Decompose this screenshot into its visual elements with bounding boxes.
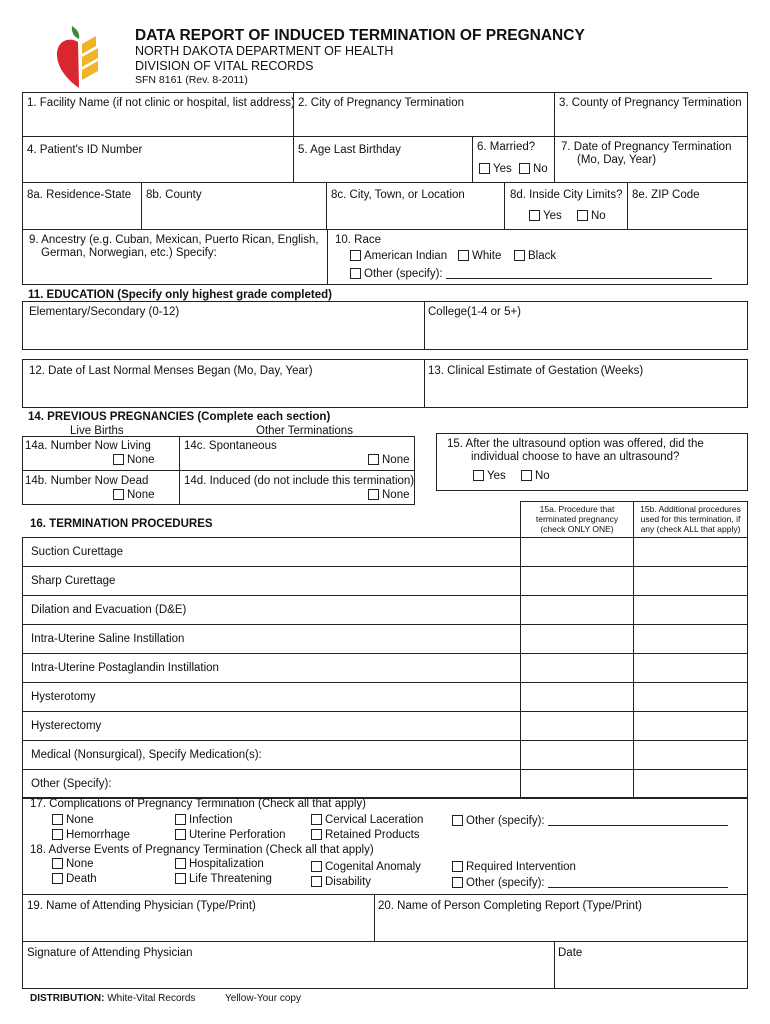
adverse-other-checkbox[interactable]: [452, 877, 463, 888]
residence-city-label: 8c. City, Town, or Location: [331, 189, 465, 201]
adverse-events-heading: 18. Adverse Events of Pregnancy Termination (Check all that apply): [30, 844, 374, 856]
race-american-indian-checkbox[interactable]: [350, 250, 361, 261]
education-heading: 11. EDUCATION (Specify only highest grade completed): [28, 289, 332, 301]
procedure-label: Sharp Curettage: [31, 575, 116, 587]
complication-hemorrhage-option[interactable]: Hemorrhage: [52, 829, 130, 841]
adverse-death-checkbox[interactable]: [52, 873, 63, 884]
adverse-disability-checkbox[interactable]: [311, 876, 322, 887]
complication-other-option[interactable]: Other (specify):: [452, 814, 728, 827]
spontaneous-field[interactable]: [179, 436, 415, 471]
race-white-option[interactable]: White: [458, 250, 501, 262]
zip-code-label: 8e. ZIP Code: [632, 189, 700, 201]
spontaneous-none-option[interactable]: None: [368, 454, 410, 466]
complication-none-checkbox[interactable]: [52, 814, 63, 825]
residence-county-label: 8b. County: [146, 189, 202, 201]
race-other-checkbox[interactable]: [350, 268, 361, 279]
race-label: 10. Race: [335, 234, 382, 246]
termination-date-label: 7. Date of Pregnancy Termination: [561, 141, 732, 153]
procedure-label: Dilation and Evacuation (D&E): [31, 604, 187, 616]
inside-city-limits-field: [504, 182, 628, 230]
col-15b-header: 15b. Additional procedures used for this termination, if any (check ALL that apply): [633, 501, 748, 538]
logo-apple: [57, 40, 79, 88]
other-terminations-label: Other Terminations: [256, 425, 353, 437]
procedure-15b-cell[interactable]: [633, 566, 748, 596]
county-termination-label: 3. County of Pregnancy Termination: [559, 97, 742, 109]
procedure-15a-cell[interactable]: [520, 740, 634, 770]
race-other-option[interactable]: Other (specify):: [350, 267, 712, 280]
procedure-label: Hysterotomy: [31, 691, 96, 703]
form-number: SFN 8161 (Rev. 8-2011): [135, 74, 248, 86]
city-limits-no-checkbox[interactable]: [577, 210, 588, 221]
induced-label: 14d. Induced (do not include this termination): [184, 475, 415, 487]
facility-name-field[interactable]: [22, 92, 294, 137]
attending-physician-label: 19. Name of Attending Physician (Type/Print): [27, 900, 256, 912]
induced-none-checkbox[interactable]: [368, 489, 379, 500]
race-white-checkbox[interactable]: [458, 250, 469, 261]
procedure-15a-cell[interactable]: [520, 537, 634, 567]
live-births-label: Live Births: [70, 425, 124, 437]
adverse-other-option[interactable]: Other (specify):: [452, 876, 728, 889]
adverse-cogenital-anomaly-option[interactable]: Cogenital Anomaly: [311, 861, 421, 873]
last-menses-label: 12. Date of Last Normal Menses Began (Mo, Day, Year): [29, 365, 313, 377]
previous-pregnancies-heading: 14. PREVIOUS PREGNANCIES (Complete each section): [28, 411, 331, 423]
adverse-required-intervention-option[interactable]: Required Intervention: [452, 861, 576, 873]
ultrasound-yes-option[interactable]: Yes: [473, 470, 506, 482]
living-none-checkbox[interactable]: [113, 454, 124, 465]
race-black-checkbox[interactable]: [514, 250, 525, 261]
spontaneous-label: 14c. Spontaneous: [184, 440, 277, 452]
city-termination-label: 2. City of Pregnancy Termination: [298, 97, 464, 109]
gestation-field[interactable]: [424, 359, 748, 408]
adverse-other-line[interactable]: [548, 876, 728, 888]
date-label: Date: [558, 947, 583, 959]
complication-uterine-perforation-option[interactable]: Uterine Perforation: [175, 829, 286, 841]
procedure-label: Hysterectomy: [31, 720, 102, 732]
person-completing-label: 20. Name of Person Completing Report (Type/Print): [378, 900, 642, 912]
residence-state-label: 8a. Residence-State: [27, 189, 132, 201]
facility-name-label: 1. Facility Name (if not clinic or hospital, list address): [27, 97, 295, 109]
termination-procedures-heading: 16. TERMINATION PROCEDURES: [30, 518, 213, 530]
division-name: DIVISION OF VITAL RECORDS: [135, 59, 314, 73]
adverse-life-threatening-checkbox[interactable]: [175, 873, 186, 884]
procedure-row: [22, 595, 521, 625]
dead-none-checkbox[interactable]: [113, 489, 124, 500]
inside-city-limits-label: 8d. Inside City Limits?: [510, 189, 623, 201]
procedure-15a-cell[interactable]: [520, 653, 634, 683]
residence-state-field[interactable]: [22, 182, 142, 230]
race-american-indian-option[interactable]: American Indian: [350, 250, 447, 262]
age-label: 5. Age Last Birthday: [298, 144, 401, 156]
procedure-15b-cell[interactable]: [633, 711, 748, 741]
city-limits-yes-checkbox[interactable]: [529, 210, 540, 221]
number-now-dead-label: 14b. Number Now Dead: [25, 475, 149, 487]
city-termination-field[interactable]: [293, 92, 555, 137]
procedure-15b-cell[interactable]: [633, 769, 748, 799]
adverse-death-option[interactable]: Death: [52, 873, 97, 885]
adverse-required-intervention-checkbox[interactable]: [452, 861, 463, 872]
ultrasound-no-option[interactable]: No: [521, 470, 550, 482]
adverse-hospitalization-option[interactable]: Hospitalization: [175, 858, 264, 870]
complication-retained-products-option[interactable]: Retained Products: [311, 829, 420, 841]
procedure-row: [22, 537, 521, 567]
procedure-row: [22, 653, 521, 683]
city-limits-yes-option[interactable]: Yes: [529, 210, 562, 222]
complication-infection-option[interactable]: Infection: [175, 814, 232, 826]
married-label: 6. Married?: [477, 141, 536, 153]
signature-label: Signature of Attending Physician: [27, 947, 193, 959]
attending-physician-field[interactable]: [22, 894, 375, 942]
procedure-row: [22, 566, 521, 596]
married-field: [472, 136, 555, 183]
procedure-15b-cell[interactable]: [633, 624, 748, 654]
ultrasound-question-2: individual choose to have an ultrasound?: [471, 451, 680, 463]
procedure-row: [22, 682, 521, 712]
complications-heading: 17. Complications of Pregnancy Termination (Check all that apply): [30, 798, 367, 810]
adverse-none-checkbox[interactable]: [52, 858, 63, 869]
procedure-row: [22, 624, 521, 654]
procedure-row: [22, 769, 521, 799]
complication-other-line[interactable]: [548, 814, 728, 826]
county-termination-field[interactable]: [554, 92, 748, 137]
adverse-hospitalization-checkbox[interactable]: [175, 858, 186, 869]
ultrasound-field: [436, 433, 748, 491]
race-black-option[interactable]: Black: [514, 250, 556, 262]
person-completing-field[interactable]: [374, 894, 748, 942]
procedure-15b-cell[interactable]: [633, 595, 748, 625]
procedure-row: [22, 740, 521, 770]
date-field[interactable]: [554, 941, 748, 989]
dead-none-option[interactable]: None: [113, 489, 155, 501]
complication-uterine-perforation-checkbox[interactable]: [175, 829, 186, 840]
complication-none-option[interactable]: None: [52, 814, 94, 826]
number-now-living-field[interactable]: [22, 436, 180, 471]
nd-health-logo: [52, 22, 106, 92]
procedure-label: Medical (Nonsurgical), Specify Medication(s):: [31, 749, 262, 761]
ancestry-label: 9. Ancestry (e.g. Cuban, Mexican, Puerto Rican, English,: [29, 234, 319, 246]
procedure-15b-cell[interactable]: [633, 653, 748, 683]
adverse-life-threatening-option[interactable]: Life Threatening: [175, 873, 272, 885]
age-field[interactable]: [293, 136, 473, 183]
elementary-secondary-field[interactable]: [22, 301, 425, 350]
procedure-label: Intra-Uterine Postaglandin Instillation: [31, 662, 219, 674]
complication-other-checkbox[interactable]: [452, 815, 463, 826]
last-menses-field[interactable]: [22, 359, 425, 408]
married-no-checkbox[interactable]: [519, 163, 530, 174]
college-label: College(1-4 or 5+): [428, 306, 522, 318]
procedure-15a-cell[interactable]: [520, 769, 634, 799]
ultrasound-no-checkbox[interactable]: [521, 470, 532, 481]
procedure-row: [22, 711, 521, 741]
residence-county-field[interactable]: [141, 182, 327, 230]
form-title: DATA REPORT OF INDUCED TERMINATION OF PREGNANCY: [135, 27, 585, 44]
ultrasound-question: 15. After the ultrasound option was offered, did the: [447, 438, 704, 450]
complication-infection-checkbox[interactable]: [175, 814, 186, 825]
procedure-15a-cell[interactable]: [520, 566, 634, 596]
adverse-disability-option[interactable]: Disability: [311, 876, 371, 888]
married-yes-checkbox[interactable]: [479, 163, 490, 174]
complication-cervical-laceration-option[interactable]: Cervical Laceration: [311, 814, 423, 826]
procedure-15b-cell[interactable]: [633, 682, 748, 712]
logo-leaf: [72, 26, 79, 39]
city-limits-no-option[interactable]: No: [577, 210, 606, 222]
induced-field[interactable]: [179, 470, 415, 505]
col-15a-header: 15a. Procedure that terminated pregnancy (check ONLY ONE): [520, 501, 634, 538]
race-field: [327, 229, 748, 285]
termination-date-format: (Mo, Day, Year): [577, 154, 657, 166]
signature-field[interactable]: [22, 941, 555, 989]
ultrasound-yes-checkbox[interactable]: [473, 470, 484, 481]
procedure-15a-cell[interactable]: [520, 595, 634, 625]
number-now-dead-field[interactable]: [22, 470, 180, 505]
complication-retained-products-checkbox[interactable]: [311, 829, 322, 840]
procedure-15b-cell[interactable]: [633, 740, 748, 770]
race-other-line[interactable]: [446, 267, 712, 279]
gestation-label: 13. Clinical Estimate of Gestation (Weeks): [428, 365, 644, 377]
procedure-15b-cell[interactable]: [633, 537, 748, 567]
living-none-option[interactable]: None: [113, 454, 155, 466]
elementary-secondary-label: Elementary/Secondary (0-12): [29, 306, 180, 318]
induced-none-option[interactable]: None: [368, 489, 410, 501]
spontaneous-none-checkbox[interactable]: [368, 454, 379, 465]
department-name: NORTH DAKOTA DEPARTMENT OF HEALTH: [135, 44, 394, 58]
patient-id-label: 4. Patient's ID Number: [27, 144, 143, 156]
procedure-15a-cell[interactable]: [520, 624, 634, 654]
adverse-none-option[interactable]: None: [52, 858, 94, 870]
procedure-15a-cell[interactable]: [520, 711, 634, 741]
patient-id-field[interactable]: [22, 136, 294, 183]
residence-city-field[interactable]: [326, 182, 505, 230]
complication-hemorrhage-checkbox[interactable]: [52, 829, 63, 840]
college-field[interactable]: [424, 301, 748, 350]
procedure-label: Suction Curettage: [31, 546, 124, 558]
distribution-note: DISTRIBUTION: White-Vital Records: [30, 993, 196, 1004]
ancestry-label-2: German, Norwegian, etc.) Specify:: [41, 247, 217, 259]
number-now-living-label: 14a. Number Now Living: [25, 440, 151, 452]
distribution-yellow: Yellow-Your copy: [225, 993, 301, 1004]
procedure-label: Intra-Uterine Saline Instillation: [31, 633, 185, 645]
adverse-cogenital-anomaly-checkbox[interactable]: [311, 861, 322, 872]
termination-date-field[interactable]: [554, 136, 748, 183]
ancestry-field[interactable]: [22, 229, 328, 285]
procedure-15a-cell[interactable]: [520, 682, 634, 712]
married-yes-option[interactable]: Yes: [479, 163, 512, 175]
procedure-label: Other (Specify):: [31, 778, 112, 790]
complication-cervical-laceration-checkbox[interactable]: [311, 814, 322, 825]
zip-code-field[interactable]: [627, 182, 748, 230]
married-no-option[interactable]: No: [519, 163, 548, 175]
